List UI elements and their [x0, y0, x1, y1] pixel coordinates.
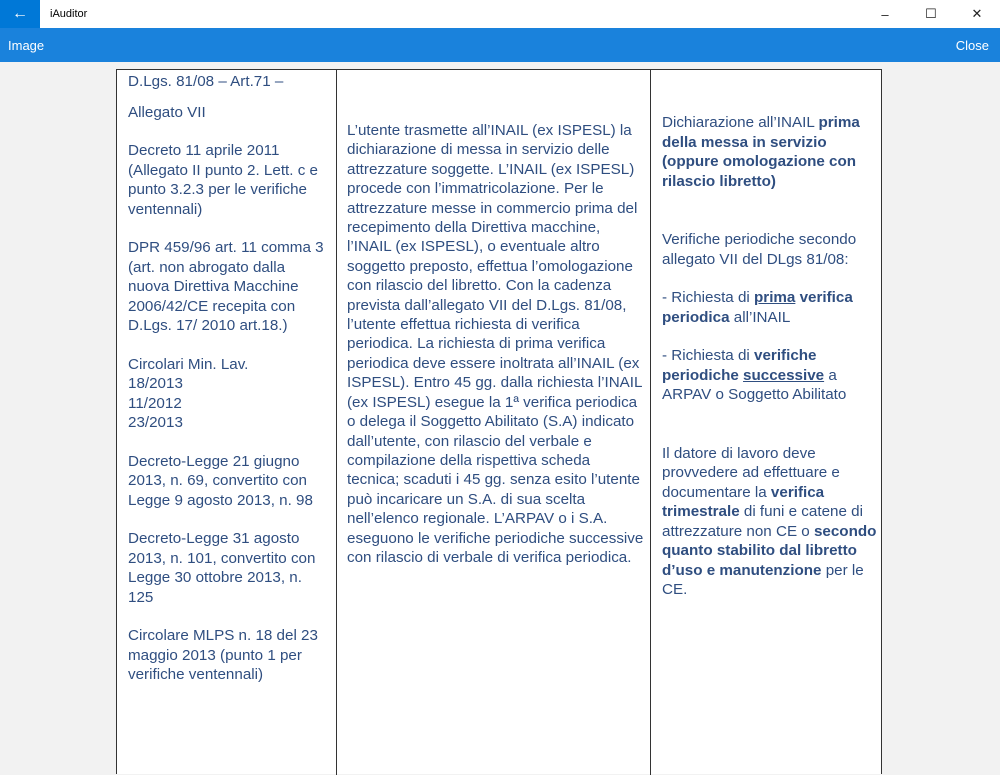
app-title: iAuditor	[50, 8, 88, 20]
close-window-icon[interactable]: ✕	[971, 6, 983, 21]
obligation-paragraph: - Richiesta di verifiche periodiche successive a ARPAV o Soggetto Abilitato	[662, 347, 847, 403]
reference-text: 23/2013	[128, 414, 183, 431]
title-bar	[0, 0, 1000, 28]
reference-text: Circolare MLPS n. 18 del 23 maggio 2013 (punto 1 per verifiche ventennali)	[128, 627, 318, 683]
minimize-icon[interactable]: –	[881, 6, 889, 22]
maximize-icon[interactable]: ☐	[925, 6, 937, 21]
close-button[interactable]: Close	[955, 38, 989, 53]
obligation-paragraph: Il datore di lavoro deve provvedere ad effettuare e documentare la verifica trimestrale di funi e catene di attrezzature non CE o secondo quanto stabilito dal libretto d’uso e manutenzione per le CE.	[662, 444, 877, 598]
procedure-text: L’utente trasmette all’INAIL (ex ISPESL) la dichiarazione di messa in servizio delle attrezzature soggette. L’INAIL (ex ISPESL) procede con l’immatricolazione. Per le attrezzature messe in commercio prima del recepimento della Direttiva macchine, l’INAIL (ex ISPESL), o eventuale altro soggetto preposto, effettua l’omologazione con rilascio del libretto. Con la cadenza prevista dall’allegato VII del D.Lgs. 81/08, l’utente effettua richiesta di verifica periodica. La richiesta di prima verifica periodica deve essere inoltrata all’INAIL (ex ISPESL). Entro 45 gg. dalla richiesta l’INAIL (ex ISPESL) esegue la 1ª verifica periodica o delega il Soggetto Abilitato (S.A) indicato dall’utente, con rilascio del verbale e compilazione della rispettiva scheda tecnica; scaduti i 45 gg. senza esito l’utente può incaricare un S.A. di sua scelta nell’elenco regionale. L’ARPAV o i S.A. eseguono le verifiche periodiche successive con rilascio di verbale di verifica periodica.	[347, 122, 644, 566]
column-references	[117, 70, 337, 775]
reference-text: Decreto-Legge 31 agosto 2013, n. 101, convertito con Legge 30 ottobre 2013, n. 125	[128, 530, 316, 606]
column-procedure	[337, 70, 651, 775]
image-viewer	[0, 62, 1000, 774]
reference-text: Decreto 11 aprile 2011 (Allegato II punto 2. Lett. c e punto 3.2.3 per le verifiche ventennali)	[128, 142, 318, 218]
document-image	[116, 69, 882, 774]
reference-text: D.Lgs. 81/08 – Art.71 –	[128, 73, 284, 90]
obligation-paragraph: Verifiche periodiche secondo allegato VII del DLgs 81/08:	[662, 231, 857, 268]
column-obligations	[651, 70, 882, 775]
back-arrow-icon[interactable]: ←	[0, 0, 40, 28]
reference-text: Allegato VII	[128, 103, 206, 121]
obligation-paragraph: Dichiarazione all’INAIL prima della messa in servizio (oppure omologazione con rilascio libretto)	[662, 114, 860, 190]
obligation-paragraph: - Richiesta di prima verifica periodica all’INAIL	[662, 289, 853, 326]
reference-text: 18/2013	[128, 375, 183, 392]
app-bar	[0, 28, 1000, 62]
reference-text: Circolari Min. Lav.	[128, 355, 249, 373]
reference-text: Decreto-Legge 21 giugno 2013, n. 69, convertito con Legge 9 agosto 2013, n. 98	[128, 452, 313, 509]
image-label: Image	[8, 38, 45, 53]
reference-text: DPR 459/96 art. 11 comma 3 (art. non abrogato dalla nuova Direttiva Macchine 2006/42/CE recepita con D.Lgs. 17/ 2010 art.18.)	[128, 239, 324, 334]
window-controls	[862, 0, 1000, 28]
reference-text: 11/2012	[128, 394, 182, 412]
